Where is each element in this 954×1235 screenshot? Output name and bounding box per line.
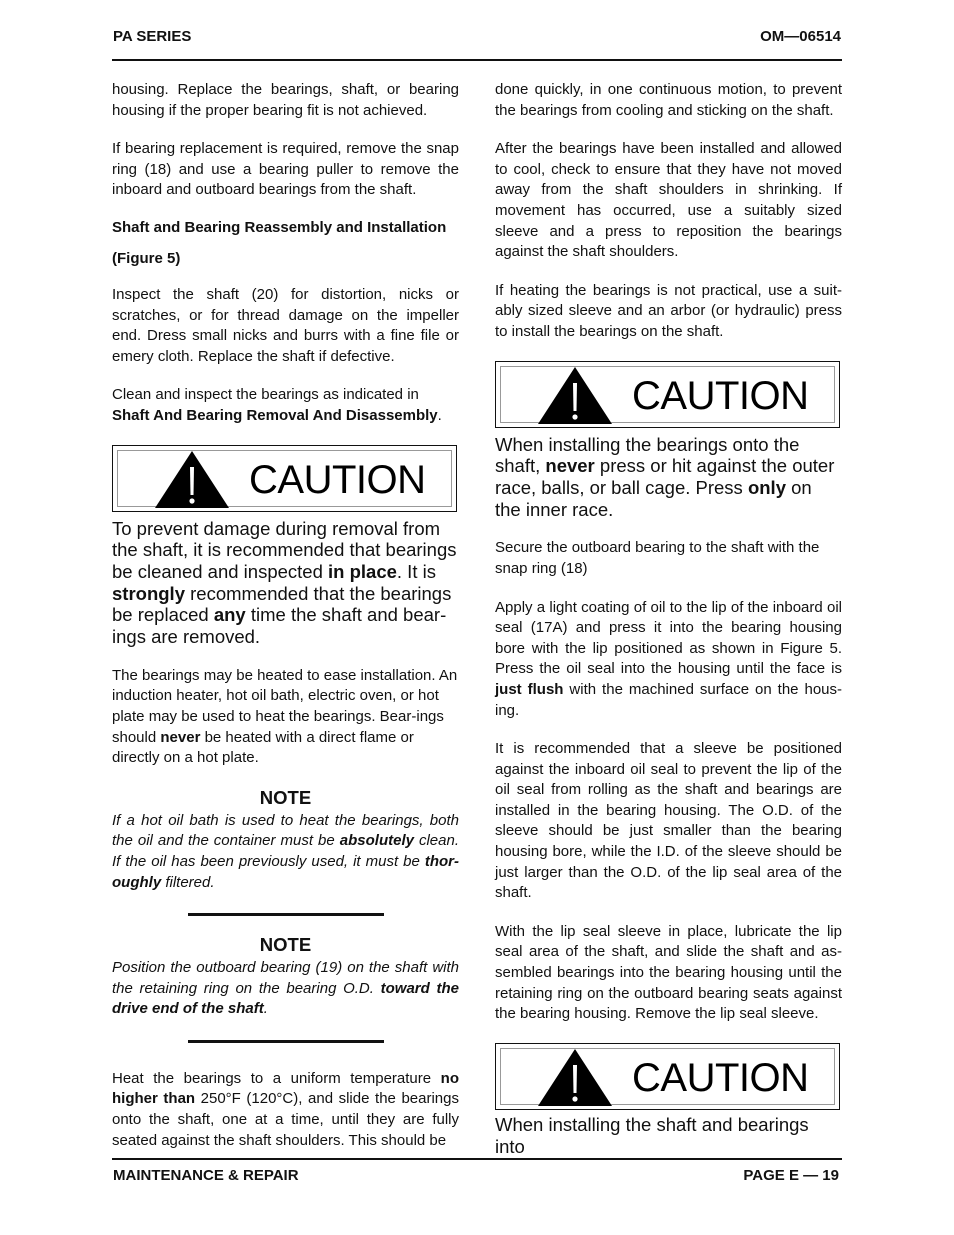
right-paragraph-5: Apply a light coating of oil to the lip of the inboard oil seal (17A) and press it into the bearing housing bore with the lip positioned as shown in Figure 5. Press the oil seal into the housing until the face is just flush with the machined surface on the hous-ing. <box>495 598 842 719</box>
header-doc-number: OM—​06514 <box>760 28 841 45</box>
note-1-rule <box>188 913 384 916</box>
caution-label: CAUTION <box>632 1055 809 1100</box>
header-series: PA SERIES <box>113 28 192 45</box>
footer-page-number: PAGE E — 19 <box>743 1167 839 1184</box>
left-paragraph-3: Inspect the shaft (20) for distortion, nicks or scratches, or for thread damage on the impeller end. Dress small nicks and burrs with a fine file or emery cloth. Replace the shaft if defective. <box>112 285 459 365</box>
footer-section: MAINTENANCE & REPAIR <box>113 1167 299 1184</box>
caution-box-1 <box>112 445 457 512</box>
note-2-body: Position the outboard bearing (19) on the shaft with the retaining ring on the bearing O.D. toward the drive end of the shaft. <box>112 959 459 1018</box>
left-paragraph-1: housing. Replace the bearings, shaft, or bearing housing if the proper bearing fit is not achieved. <box>112 81 459 119</box>
note-1-title: NOTE <box>259 786 312 808</box>
note-2-rule <box>188 1040 384 1043</box>
right-paragraph-1: done quickly, in one continuous motion, to prevent the bearings from cooling and sticking on the shaft. <box>495 81 842 119</box>
caution-box-2 <box>495 361 840 428</box>
right-paragraph-3: If heating the bearings is not practical, use a suit-ably sized sleeve and an arbor (or hydraulic) press to install the bearings on the shaft. <box>495 281 842 340</box>
left-paragraph-5: The bearings may be heated to ease installation. An induction heater, hot oil bath, electric oven, or hot plate may be used to heat the bearings. Bear-ings should never be heated with a direct flame or directly on a hot plate. <box>112 666 458 767</box>
note-2-title: NOTE <box>259 934 312 956</box>
header-rule <box>112 59 842 61</box>
right-paragraph-4: Secure the outboard bearing to the shaft with the snap ring (18) <box>495 539 820 577</box>
caution-box-3 <box>495 1043 840 1110</box>
right-column <box>495 80 842 1175</box>
caution-text-1: To prevent damage during removal from the shaft, it is recommended that bearings be cleaned and inspected in place. It is strongly recommended that the bearings be replaced any time the shaft and bear-ings are removed. <box>112 517 457 648</box>
caution-text-3: When installing the shaft and bearings into <box>495 1113 809 1157</box>
footer-rule <box>112 1158 842 1160</box>
section-heading: Shaft and Bearing Reassembly and Installation <box>112 218 447 236</box>
right-paragraph-7: With the lip seal sleeve in place, lubricate the lip seal area of the shaft, and slide the shaft and as-sembled bearings into the bearing housing until the retaining ring on the outboard bearing seats against the bearing housing. Remove the lip seal sleeve. <box>495 922 842 1023</box>
caution-label: CAUTION <box>249 457 426 502</box>
caution-text-2: When installing the bearings onto the shaft, never press or hit against the outer race, balls, or ball cage. Press only on the inner race. <box>495 433 835 520</box>
caution-label: CAUTION <box>632 373 809 418</box>
left-paragraph-2: If bearing replacement is required, remove the snap ring (18) and use a bearing puller to remove the inboard and outboard bearings from the shaft. <box>112 140 459 199</box>
warning-triangle-icon <box>153 449 231 509</box>
left-paragraph-6: Heat the bearings to a uniform temperature no higher than 250°F (120°C), and slide the bearings onto the shaft, one at a time, until they are fully seated against the shaft shoulders. This should be <box>112 1069 459 1149</box>
right-paragraph-2: After the bearings have been installed and allowed to cool, check to ensure that they have not moved away from the shaft shoulders in shrinking. If movement has occurred, use a suitably sized sleeve and a press to reposition the bearings against the shaft shoulders. <box>495 140 842 261</box>
left-column <box>112 80 459 1169</box>
warning-triangle-icon <box>536 365 614 425</box>
warning-triangle-icon <box>536 1047 614 1107</box>
left-paragraph-4: Clean and inspect the bearings as indicated in Shaft And Bearing Removal And Disassembly. <box>112 386 442 424</box>
figure-reference: (Figure 5) <box>112 249 181 267</box>
right-paragraph-6: It is recommended that a sleeve be positioned against the inboard oil seal to prevent the lip of the oil seal from rolling as the shaft and bearings are installed in the bearing housing. The O.D. of the sleeve should be just smaller than the bearing housing bore, while the I.D. of the sleeve should be just larger than the O.D. of the lip seal area of the shaft. <box>495 740 842 902</box>
note-1-body: If a hot oil bath is used to heat the bearings, both the oil and the container must be absolutely clean. If the oil has been previously used, it must be thor-oughly filtered. <box>112 811 459 891</box>
